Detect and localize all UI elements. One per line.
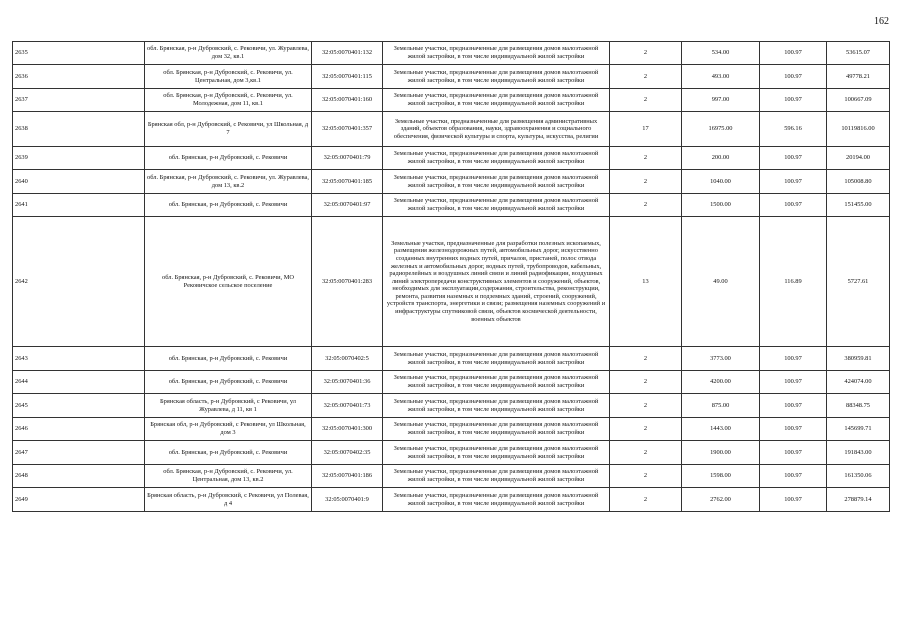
land-use-cell: Земельные участки, предназначенные для размещения домов малоэтажной жилой застройки, в том числе индивидуальной жилой застройки [383,347,610,371]
cadastral-value-cell: 20194.00 [827,147,890,170]
land-use-cell: Земельные участки, предназначенные для размещения домов малоэтажной жилой застройки, в том числе индивидуальной жилой застройки [383,170,610,194]
land-use-cell: Земельные участки, предназначенные для размещения домов малоэтажной жилой застройки, в том числе индивидуальной жилой застройки [383,147,610,170]
group-number-cell: 2 [610,347,682,371]
specific-value-cell: 100.97 [760,465,827,488]
address-cell: обл. Брянская, р-н Дубровский, с. Рековичи, ул. Центральная, дом 3,кв.1 [145,65,312,89]
group-number-cell: 13 [610,217,682,347]
address-cell: Брянская обл, р-н Дубровский, с Рековичи, ул Школьная, дом 3 [145,418,312,441]
group-number-cell: 2 [610,371,682,394]
area-cell: 1443.00 [682,418,760,441]
cadastral-value-cell: 191843.00 [827,441,890,465]
table-row [13,194,890,217]
table-row [13,112,890,147]
table-row [13,394,890,418]
group-number-cell: 2 [610,441,682,465]
cadastral-value-table [12,41,890,512]
table-row [13,347,890,371]
cadastral-value-cell: 161350.06 [827,465,890,488]
land-use-cell: Земельные участки, предназначенные для размещения домов малоэтажной жилой застройки, в том числе индивидуальной жилой застройки [383,371,610,394]
area-cell: 49.00 [682,217,760,347]
land-use-cell: Земельные участки, предназначенные для размещения домов малоэтажной жилой застройки, в том числе индивидуальной жилой застройки [383,65,610,89]
area-cell: 3773.00 [682,347,760,371]
cadastral-number-cell: 32:05:0070402:5 [312,347,383,371]
row-number: 2642 [13,217,145,347]
group-number-cell: 2 [610,465,682,488]
area-cell: 997.00 [682,89,760,112]
cadastral-value-cell: 278879.14 [827,488,890,512]
land-use-cell: Земельные участки, предназначенные для размещения домов малоэтажной жилой застройки, в том числе индивидуальной жилой застройки [383,418,610,441]
group-number-cell: 2 [610,42,682,65]
cadastral-value-cell: 424074.00 [827,371,890,394]
address-cell: обл. Брянская, р-н Дубровский, с. Рековичи, ул. Журавлева, дом 32, кв.1 [145,42,312,65]
cadastral-number-cell: 32:05:0070401:115 [312,65,383,89]
address-cell: обл. Брянская, р-н Дубровский, с. Рековичи [145,347,312,371]
row-number: 2646 [13,418,145,441]
specific-value-cell: 100.97 [760,394,827,418]
address-cell: обл. Брянская, р-н Дубровский, с. Рековичи, МО Рековичское сельское поселение [145,217,312,347]
cadastral-value-cell: 5727.61 [827,217,890,347]
specific-value-cell: 100.97 [760,147,827,170]
cadastral-number-cell: 32:05:0070401:79 [312,147,383,170]
cadastral-value-cell: 105008.80 [827,170,890,194]
area-cell: 4200.00 [682,371,760,394]
row-number: 2649 [13,488,145,512]
row-number: 2643 [13,347,145,371]
specific-value-cell: 100.97 [760,347,827,371]
row-number: 2647 [13,441,145,465]
address-cell: обл. Брянская, р-н Дубровский, с. Рековичи [145,441,312,465]
row-number: 2641 [13,194,145,217]
table-row [13,465,890,488]
land-use-cell: Земельные участки, предназначенные для размещения домов малоэтажной жилой застройки, в том числе индивидуальной жилой застройки [383,465,610,488]
row-number: 2636 [13,65,145,89]
group-number-cell: 2 [610,170,682,194]
row-number: 2638 [13,112,145,147]
cadastral-number-cell: 32:05:0070401:132 [312,42,383,65]
cadastral-number-cell: 32:05:0070401:36 [312,371,383,394]
area-cell: 16975.00 [682,112,760,147]
area-cell: 1040.00 [682,170,760,194]
cadastral-number-cell: 32:05:0070401:97 [312,194,383,217]
area-cell: 1900.00 [682,441,760,465]
table-row [13,418,890,441]
area-cell: 875.00 [682,394,760,418]
row-number: 2644 [13,371,145,394]
area-cell: 2762.00 [682,488,760,512]
address-cell: обл. Брянская, р-н Дубровский, с. Рековичи, ул. Молодежная, дом 11, кв.1 [145,89,312,112]
specific-value-cell: 100.97 [760,194,827,217]
specific-value-cell: 100.97 [760,65,827,89]
row-number: 2640 [13,170,145,194]
specific-value-cell: 116.89 [760,217,827,347]
land-use-cell: Земельные участки, предназначенные для размещения домов малоэтажной жилой застройки, в том числе индивидуальной жилой застройки [383,89,610,112]
cadastral-value-cell: 145699.71 [827,418,890,441]
specific-value-cell: 100.97 [760,89,827,112]
cadastral-value-cell: 53615.07 [827,42,890,65]
table-row [13,65,890,89]
cadastral-number-cell: 32:05:0070401:300 [312,418,383,441]
table-row [13,42,890,65]
address-cell: обл. Брянская, р-н Дубровский, с. Рековичи [145,371,312,394]
table-row [13,147,890,170]
group-number-cell: 2 [610,418,682,441]
row-number: 2635 [13,42,145,65]
land-use-cell: Земельные участки, предназначенные для размещения домов малоэтажной жилой застройки, в том числе индивидуальной жилой застройки [383,194,610,217]
cadastral-number-cell: 32:05:0070402:35 [312,441,383,465]
row-number: 2648 [13,465,145,488]
cadastral-value-cell: 49778.21 [827,65,890,89]
cadastral-number-cell: 32:05:0070401:160 [312,89,383,112]
group-number-cell: 2 [610,394,682,418]
address-cell: обл. Брянская, р-н Дубровский, с. Рековичи, ул. Журавлева, дом 13, кв.2 [145,170,312,194]
specific-value-cell: 100.97 [760,170,827,194]
group-number-cell: 2 [610,194,682,217]
area-cell: 1598.00 [682,465,760,488]
cadastral-value-cell: 151455.00 [827,194,890,217]
address-cell: обл. Брянская, р-н Дубровский, с. Рековичи [145,194,312,217]
row-number: 2639 [13,147,145,170]
land-use-cell: Земельные участки, предназначенные для размещения административных зданий, объектов образования, науки, здравоохранения и социального обеспечения, физической культуры и спорта, культуры, искусства, религии [383,112,610,147]
row-number: 2645 [13,394,145,418]
table-body [13,42,890,512]
table-row [13,170,890,194]
land-use-cell: Земельные участки, предназначенные для размещения домов малоэтажной жилой застройки, в том числе индивидуальной жилой застройки [383,394,610,418]
area-cell: 200.00 [682,147,760,170]
cadastral-number-cell: 32:05:0070401:185 [312,170,383,194]
cadastral-number-cell: 32:05:0070401:186 [312,465,383,488]
cadastral-value-cell: 100667.09 [827,89,890,112]
address-cell: Брянская область, р-н Дубровский, с Рековичи, ул Журавлева, д 11, кв 1 [145,394,312,418]
land-use-cell: Земельные участки, предназначенные для размещения домов малоэтажной жилой застройки, в том числе индивидуальной жилой застройки [383,42,610,65]
specific-value-cell: 100.97 [760,418,827,441]
group-number-cell: 17 [610,112,682,147]
address-cell: обл. Брянская, р-н Дубровский, с. Рековичи, ул. Центральная, дом 13, кв.2 [145,465,312,488]
specific-value-cell: 100.97 [760,488,827,512]
area-cell: 1500.00 [682,194,760,217]
page-number: 162 [874,16,889,27]
area-cell: 534.00 [682,42,760,65]
land-use-cell: Земельные участки, предназначенные для размещения домов малоэтажной жилой застройки, в том числе индивидуальной жилой застройки [383,441,610,465]
address-cell: Брянская область, р-н Дубровский, с Рековичи, ул Полевая, д 4 [145,488,312,512]
specific-value-cell: 100.97 [760,441,827,465]
table-row [13,217,890,347]
cadastral-number-cell: 32:05:0070401:357 [312,112,383,147]
address-cell: обл. Брянская, р-н Дубровский, с. Рековичи [145,147,312,170]
specific-value-cell: 596.16 [760,112,827,147]
cadastral-number-cell: 32:05:0070401:73 [312,394,383,418]
cadastral-value-cell: 10119816.00 [827,112,890,147]
cadastral-value-cell: 380959.81 [827,347,890,371]
cadastral-value-cell: 88348.75 [827,394,890,418]
land-use-cell: Земельные участки, предназначенные для размещения домов малоэтажной жилой застройки, в том числе индивидуальной жилой застройки [383,488,610,512]
address-cell: Брянская обл, р-н Дубровский, с Рековичи, ул Школьная, д 7 [145,112,312,147]
group-number-cell: 2 [610,89,682,112]
specific-value-cell: 100.97 [760,42,827,65]
land-use-cell: Земельные участки, предназначенные для разработки полезных ископаемых, размещения железнодорожных путей, автомобильных дорог, искусственно созданных внутренних водных путей, причалов, пристаней, полос отвода железных и автомобильных дорог, водных путей, трубопроводов, кабельных, радиорелейных и воздушных линий связи и линий радиофикации, воздушных линий электропередачи конструктивных элементов и сооружений, объектов, необходимых для эксплуатации,содержания, строительства, реконструкции, ремонта, развития наземных и подземных зданий, строений, сооружений, устройств транспорта, энергетики и связи; размещения наземных сооружений и инфраструктуры спутниковой связи, объектов космической деятельности, военных объектов [383,217,610,347]
table-row [13,89,890,112]
table-row [13,441,890,465]
cadastral-number-cell: 32:05:0070401:283 [312,217,383,347]
group-number-cell: 2 [610,65,682,89]
area-cell: 493.00 [682,65,760,89]
group-number-cell: 2 [610,488,682,512]
row-number: 2637 [13,89,145,112]
group-number-cell: 2 [610,147,682,170]
table-row [13,371,890,394]
cadastral-number-cell: 32:05:0070401:9 [312,488,383,512]
table-row [13,488,890,512]
specific-value-cell: 100.97 [760,371,827,394]
